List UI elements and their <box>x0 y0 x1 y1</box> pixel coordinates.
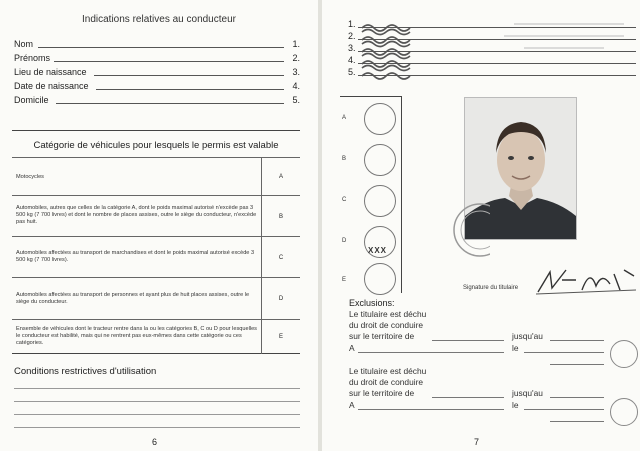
exclusion-le-label: le <box>512 400 519 410</box>
field-label: Domicile <box>14 95 49 105</box>
page-number-left: 6 <box>152 437 158 447</box>
category-row-e <box>12 319 300 354</box>
redaction-scribble-icon <box>360 20 420 90</box>
conditions-line[interactable] <box>14 388 300 389</box>
exclusion-until-label: jusqu'au <box>512 388 543 398</box>
exclusion-territory-field[interactable] <box>432 397 504 398</box>
driver-section-title: Indications relatives au conducteur <box>82 14 236 25</box>
category-code: C <box>261 237 300 278</box>
field-number: 2. <box>292 53 300 63</box>
exclusion-line: sur le territoire de <box>349 388 415 398</box>
field-row-date-naissance <box>14 79 300 91</box>
holder-signature-icon <box>536 266 636 296</box>
conditions-title: Conditions restrictives d'utilisation <box>14 366 157 377</box>
exclusion-until-label: jusqu'au <box>512 331 543 341</box>
exclusion-territory-field[interactable] <box>432 340 504 341</box>
field-line[interactable] <box>38 47 284 48</box>
category-code: A <box>261 158 300 196</box>
category-table-title: Catégorie de véhicules pour lesquels le permis est valable <box>33 140 279 151</box>
exclusion-le-label: le <box>512 343 519 353</box>
field-number: 5. <box>348 67 356 77</box>
exclusion-stamp-circle <box>610 398 638 426</box>
field-row-prenoms <box>14 51 300 63</box>
exclusion-le-field[interactable] <box>524 352 604 353</box>
category-stamp-column <box>340 96 402 293</box>
stamp-circle <box>364 103 396 135</box>
conditions-line[interactable] <box>14 401 300 402</box>
category-letter: D <box>342 238 347 244</box>
category-code: E <box>261 320 300 354</box>
field-number: 3. <box>292 67 300 77</box>
stamp-circle <box>364 144 396 176</box>
category-row-c <box>12 236 300 278</box>
field-line[interactable] <box>94 75 284 76</box>
category-row-d <box>12 277 300 320</box>
category-description: Automobiles, autres que celles de la catégorie A, dont le poids maximal autorisé n'excède pas 3 500 kg (7 700 livres) et dont le nombre de places assises, outre le siège du conducteur, n'excède pas huit. <box>16 205 257 225</box>
field-number: 2. <box>348 31 356 41</box>
exclusion-le-field[interactable] <box>524 409 604 410</box>
category-letter: B <box>342 156 347 162</box>
exclusion-extra-field[interactable] <box>550 421 604 422</box>
category-stamp-b <box>340 138 401 179</box>
page-number-right: 7 <box>474 437 480 447</box>
exclusion-line: Le titulaire est déchu <box>349 309 427 319</box>
field-number: 3. <box>348 43 356 53</box>
exclusion-extra-field[interactable] <box>550 364 604 365</box>
category-code: D <box>261 278 300 320</box>
category-stamp-a <box>340 97 401 138</box>
field-row-domicile <box>14 93 300 105</box>
category-row-b <box>12 195 300 237</box>
category-description: Motocycles <box>16 174 44 180</box>
field-line[interactable] <box>54 61 284 62</box>
vehicle-category-table <box>12 130 300 354</box>
exclusion-until-field[interactable] <box>550 340 604 341</box>
category-description: Automobiles affectées au transport de marchandises et dont le poids maximal autorisé excède 3 500 kg (7 700 livres). <box>16 250 255 263</box>
masked-text: XXX <box>368 246 388 255</box>
faint-stamp-text-icon <box>444 14 636 72</box>
field-number: 4. <box>292 81 300 91</box>
category-description: Ensemble de véhicules dont le tracteur rentre dans la ou les catégories B, C ou D pour lesquelles le conducteur est habilité, mais qui ne rentrent pas eux-mêmes dans cette catégorie ou ces catégories. <box>16 326 257 346</box>
field-line[interactable] <box>56 103 284 104</box>
exclusion-until-field[interactable] <box>550 397 604 398</box>
field-row-nom <box>14 37 300 49</box>
category-letter: C <box>342 197 347 203</box>
exclusion-a-field[interactable] <box>358 352 504 353</box>
field-label: Prénoms <box>14 53 51 63</box>
field-label: Nom <box>14 39 34 49</box>
field-line[interactable] <box>96 89 284 90</box>
conditions-line[interactable] <box>14 414 300 415</box>
category-letter: E <box>342 277 347 283</box>
field-label: Lieu de naissance <box>14 67 87 77</box>
stamp-circle <box>364 263 396 295</box>
field-number: 4. <box>348 55 356 65</box>
conditions-line[interactable] <box>14 427 300 428</box>
field-label: Date de naissance <box>14 81 89 91</box>
field-number: 1. <box>292 39 300 49</box>
category-stamp-e <box>340 261 401 302</box>
exclusion-line: du droit de conduire <box>349 377 424 387</box>
stamp-circle <box>364 185 396 217</box>
category-row-a <box>12 157 300 196</box>
exclusion-line: Le titulaire est déchu <box>349 366 427 376</box>
field-row-lieu-naissance <box>14 65 300 77</box>
exclusion-a-label: A <box>349 400 355 410</box>
category-code: B <box>261 196 300 237</box>
exclusion-a-label: A <box>349 343 355 353</box>
category-description: Automobiles affectées au transport de personnes et ayant plus de huit places assises, outre le siège du conducteur. <box>16 292 250 305</box>
exclusions-title: Exclusions: <box>349 298 395 308</box>
exclusion-line: du droit de conduire <box>349 320 424 330</box>
category-stamp-c <box>340 179 401 220</box>
right-page <box>322 0 640 451</box>
exclusion-line: sur le territoire de <box>349 331 415 341</box>
field-number: 1. <box>348 19 356 29</box>
signature-label: Signature du titulaire <box>463 285 519 291</box>
category-letter: A <box>342 115 347 121</box>
exclusion-a-field[interactable] <box>358 409 504 410</box>
official-seal-icon <box>450 200 490 260</box>
left-page <box>0 0 318 451</box>
exclusion-stamp-circle <box>610 340 638 368</box>
field-number: 5. <box>292 95 300 105</box>
